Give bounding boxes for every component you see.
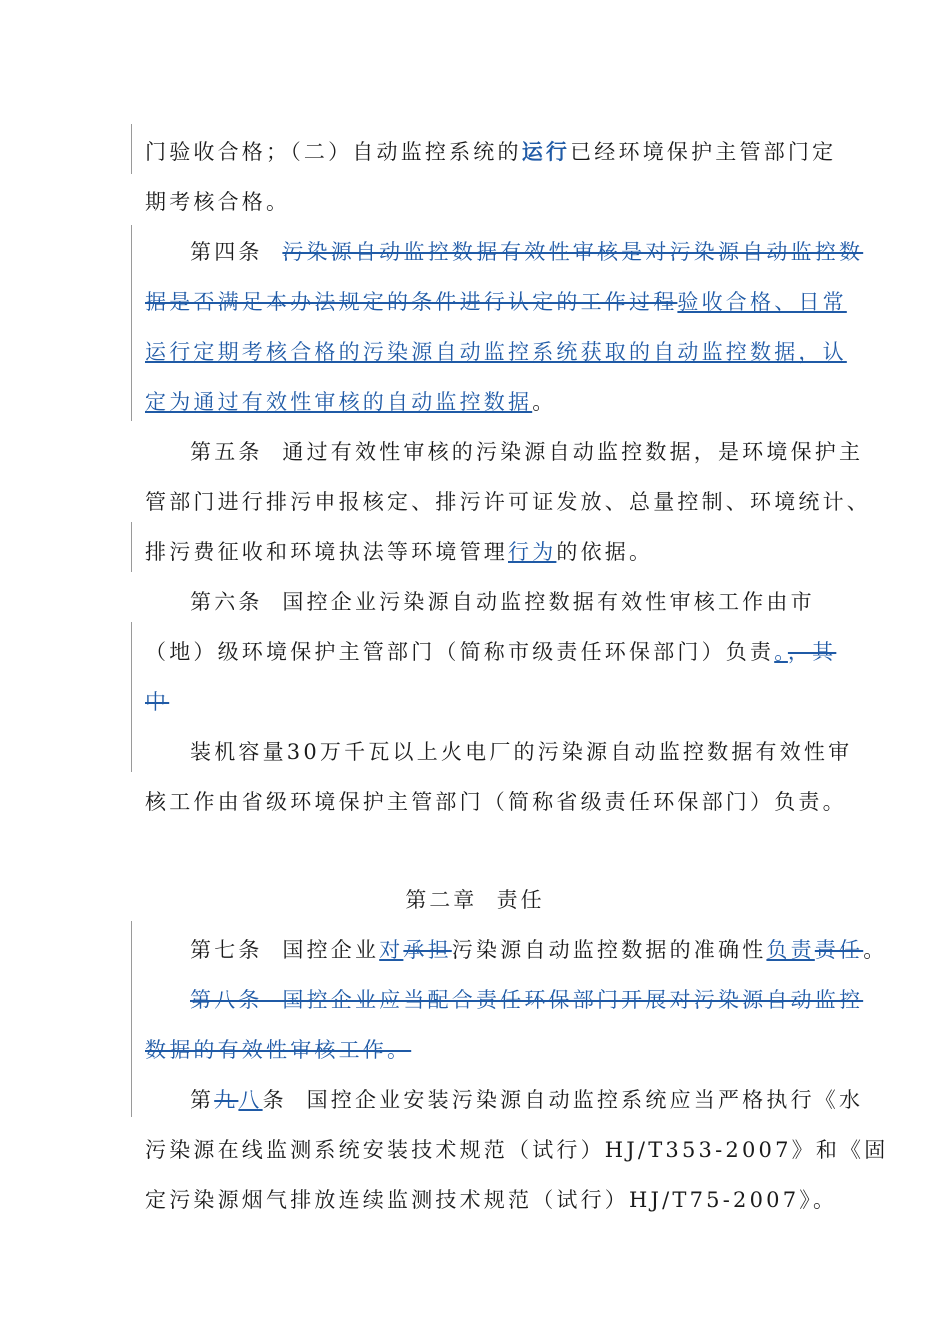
article-5-line-2: [145, 487, 871, 517]
deleted-text: ，其: [787, 640, 837, 664]
change-bar: [131, 622, 132, 772]
text-run: 条: [262, 1088, 287, 1112]
text-run: 污染源自动监控数据的准确性: [451, 938, 767, 962]
deleted-text: 责任: [814, 938, 864, 962]
text-run: 装机容量30万千瓦以上火电厂的污染源自动监控数据有效性审: [190, 740, 853, 764]
article-label: 第五条: [190, 440, 263, 464]
text-run: 。: [863, 938, 888, 962]
article-4-line-4: [145, 387, 556, 417]
article-6-line-1: [190, 587, 815, 617]
article-9-line-2: [145, 1135, 888, 1165]
text-line: [145, 137, 836, 167]
inserted-text: 负责: [766, 938, 815, 962]
text-run: 定污染源烟气排放连续监测技术规范（试行）HJ/T75-2007》。: [145, 1188, 838, 1212]
deleted-article-8-line-1: [190, 985, 863, 1015]
article-7-line-1: [190, 935, 887, 965]
text-run: 第: [190, 1088, 215, 1112]
inserted-text: 。: [774, 640, 788, 664]
text-run: 门验收合格；（二）自动监控系统的: [145, 140, 522, 164]
text-run: 国控企业: [282, 938, 380, 962]
text-run: 排污费征收和环境执法等环境管理: [145, 540, 508, 564]
text-run: 管部门进行排污申报核定、排污许可证发放、总量控制、环境统计、: [145, 490, 871, 514]
change-bar: [131, 225, 132, 421]
article-6-line-3: [145, 687, 169, 717]
deleted-text: 中: [145, 690, 170, 714]
text-run: 期考核合格。: [145, 190, 291, 214]
article-6-line-4: [190, 737, 852, 767]
article-4-line-1: [190, 237, 863, 267]
article-6-line-2: [145, 637, 836, 667]
inserted-text: 运行: [521, 139, 571, 164]
inserted-text: 验收合格、日常: [677, 290, 847, 314]
inserted-text: 行为: [508, 540, 557, 564]
deleted-text: 污染源自动监控数据有效性审核是对污染源自动监控数: [282, 240, 864, 264]
chapter-title: 第二章 责任: [405, 888, 545, 912]
deleted-text: 承担: [403, 938, 452, 962]
text-run: （地）级环境保护主管部门（简称市级责任环保部门）负责: [145, 640, 775, 664]
text-line: [145, 187, 290, 217]
change-bar: [131, 124, 132, 174]
text-run: 通过有效性审核的污染源自动监控数据，是环境保护主: [282, 440, 864, 464]
article-label: 第六条: [190, 590, 263, 614]
article-4-line-3: [145, 337, 847, 367]
inserted-text: 定为通过有效性审核的自动监控数据: [145, 390, 533, 414]
deleted-text: 第八条 国控企业应当配合责任环保部门开展对污染源自动监控: [190, 988, 864, 1012]
text-run: 。: [532, 390, 557, 414]
text-run: 核工作由省级环境保护主管部门（简称省级责任环保部门）负责。: [145, 790, 847, 814]
article-6-line-5: [145, 787, 847, 817]
article-5-line-3: [145, 537, 653, 567]
deleted-text: 数据的有效性审核工作。: [145, 1038, 412, 1062]
deleted-text: 据是否满足本办法规定的条件进行认定的工作过程: [145, 290, 678, 314]
text-run: 的依据。: [556, 540, 654, 564]
text-run: 国控企业安装污染源自动监控系统应当严格执行《水: [306, 1088, 864, 1112]
inserted-text: 运行定期考核合格的污染源自动监控系统获取的自动监控数据，认: [145, 340, 847, 364]
article-label: 第七条: [190, 938, 263, 962]
article-5-line-1: [190, 437, 863, 467]
text-run: 已经环境保护主管部门定: [570, 140, 837, 164]
article-label: 第四条: [190, 240, 263, 264]
chapter-heading: [0, 885, 950, 915]
text-run: 污染源在线监测系统安装技术规范（试行）HJ/T353-2007》和《固: [145, 1138, 889, 1162]
inserted-text: 八: [238, 1088, 263, 1112]
inserted-text: 对: [379, 938, 404, 962]
deleted-text: 九: [214, 1088, 239, 1112]
change-bar: [131, 921, 132, 1117]
article-4-line-2: [145, 287, 847, 317]
deleted-article-8-line-2: [145, 1035, 411, 1065]
text-run: 国控企业污染源自动监控数据有效性审核工作由市: [282, 590, 815, 614]
change-bar: [131, 522, 132, 572]
article-9-line-3: [145, 1185, 837, 1215]
article-9-line-1: [190, 1085, 863, 1115]
